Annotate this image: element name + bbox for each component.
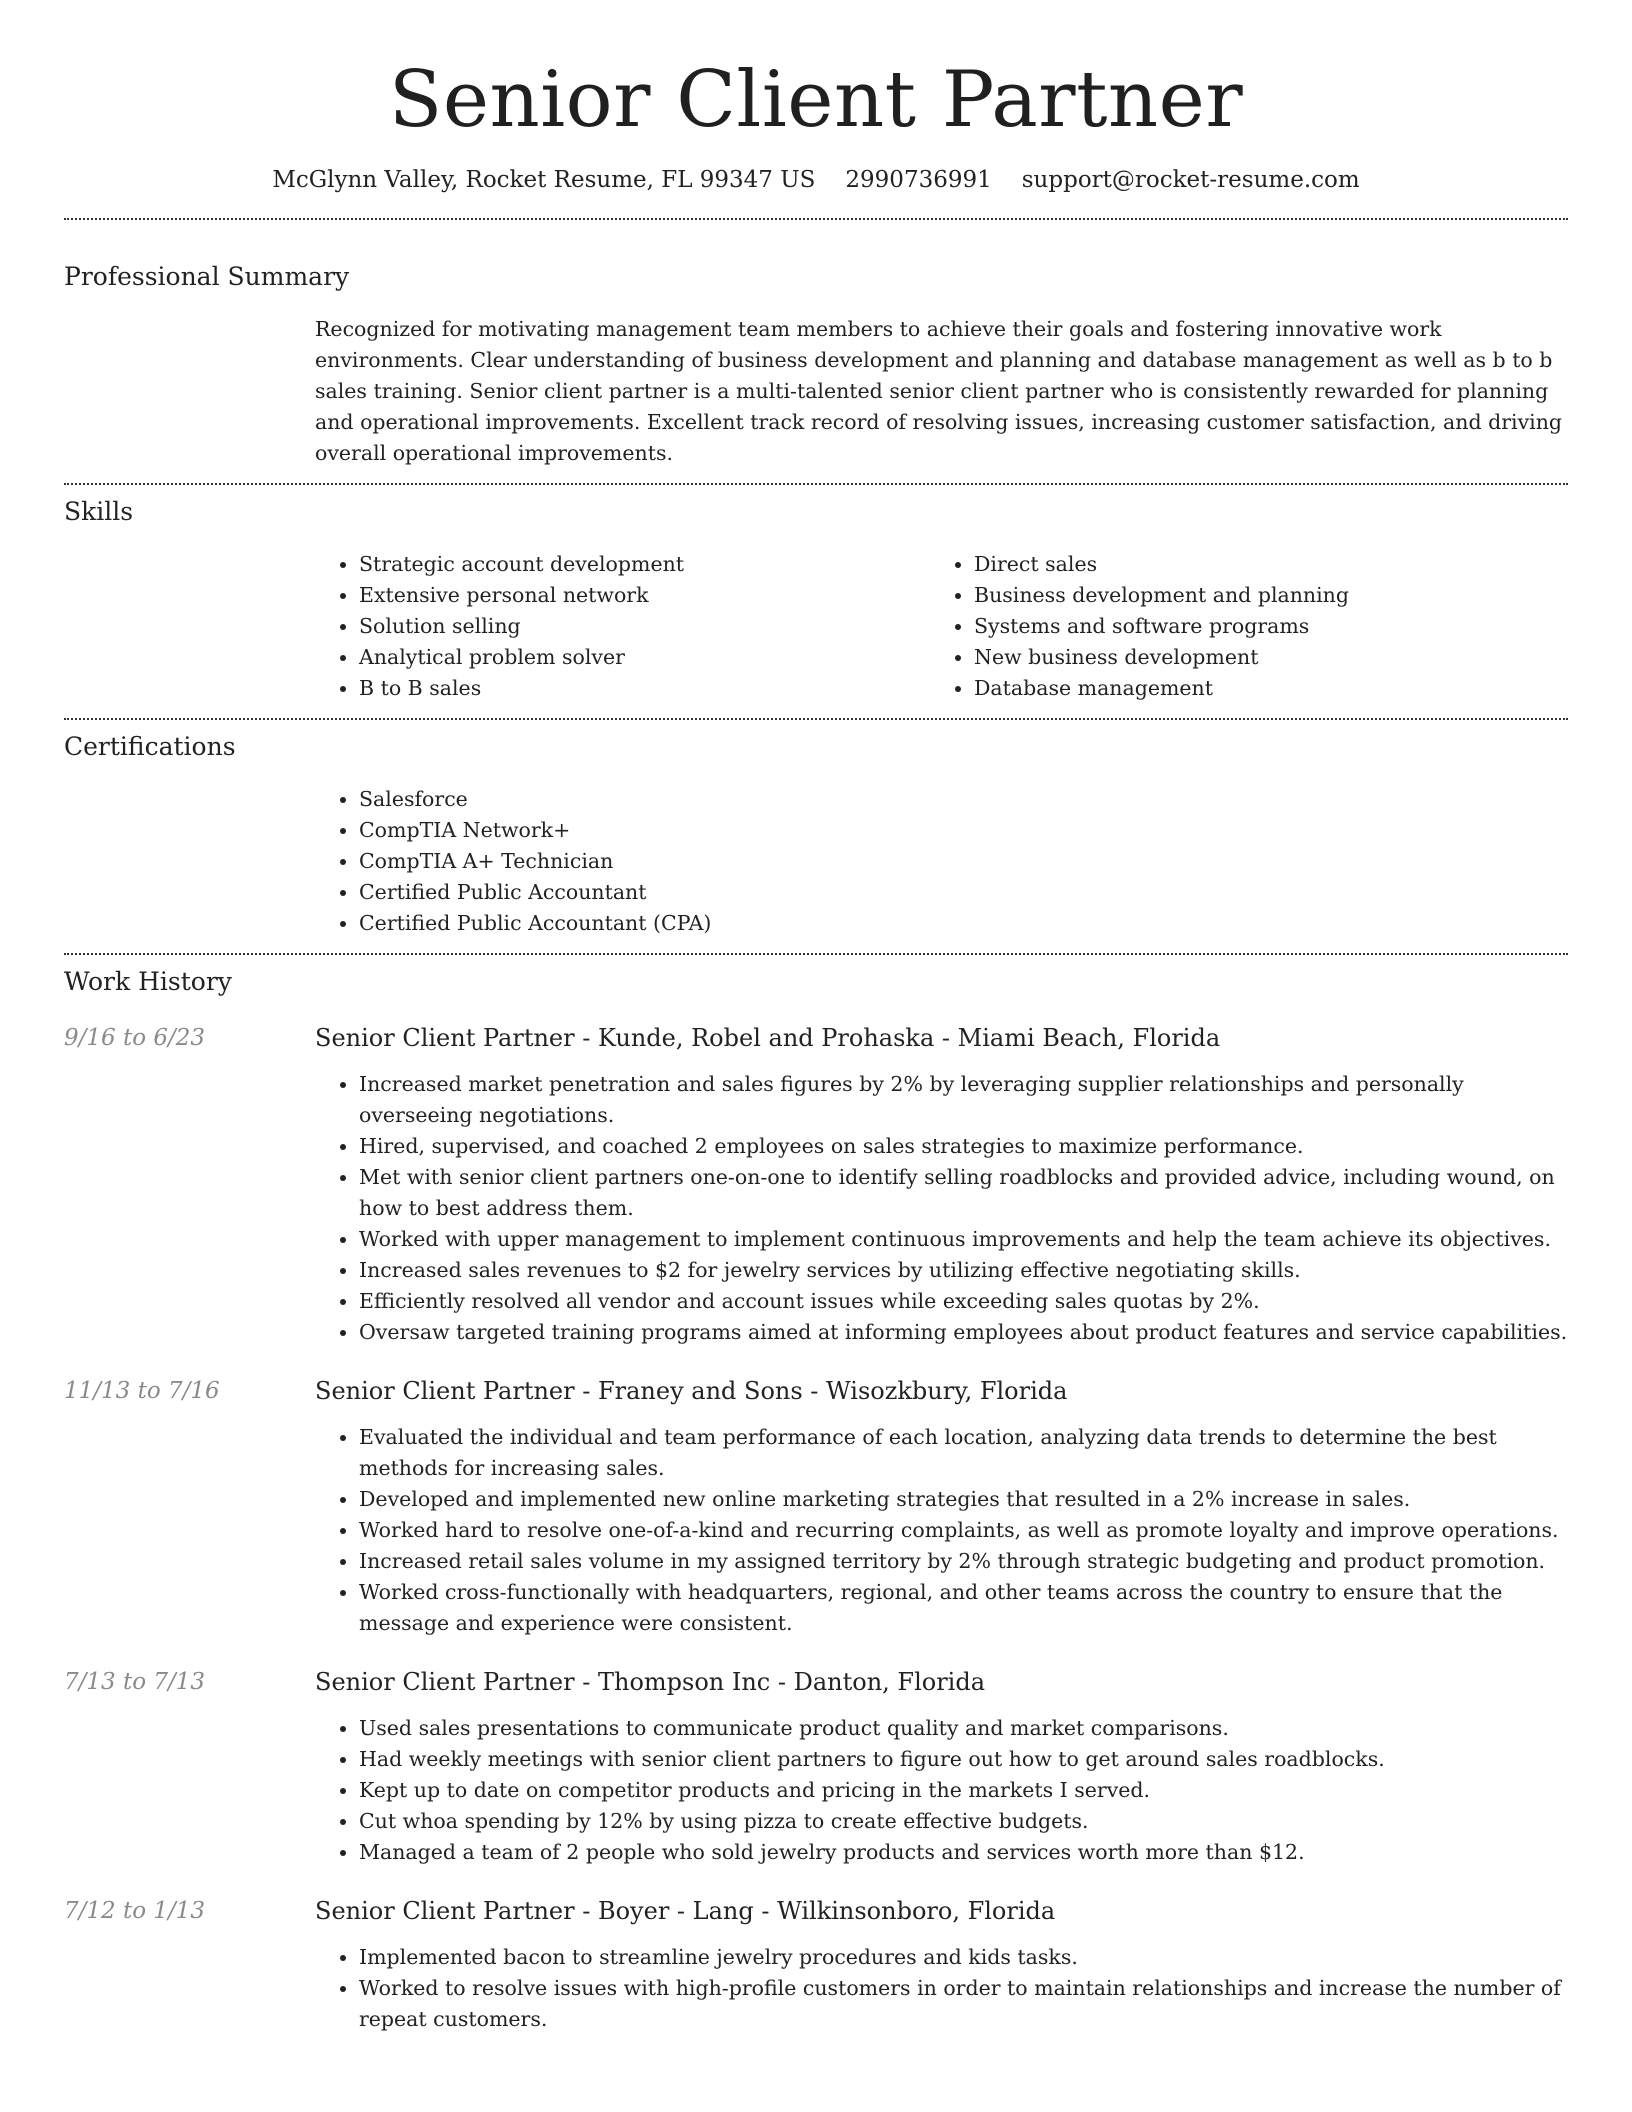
skill-item: • Extensive personal network xyxy=(359,580,930,611)
certification-item: • Certified Public Accountant xyxy=(359,877,1568,908)
job-bullet: • Managed a team of 2 people who sold jewelry products and services worth more than $12. xyxy=(359,1837,1568,1868)
skill-item: • Business development and planning xyxy=(974,580,1545,611)
job-bullet: • Developed and implemented new online marketing strategies that resulted in a 2% increase in sales. xyxy=(359,1484,1568,1515)
contact-line xyxy=(64,164,1568,196)
job-bullet: • Oversaw targeted training programs aimed at informing employees about product features and service capabilities. xyxy=(359,1317,1568,1348)
skill-item: • Analytical problem solver xyxy=(359,642,930,673)
section-divider xyxy=(64,718,1568,720)
job-bullet: • Cut whoa spending by 12% by using pizza to create effective budgets. xyxy=(359,1806,1568,1837)
job-bullet: • Worked cross-functionally with headquarters, regional, and other teams across the country to ensure that the message and experience were consistent. xyxy=(359,1577,1568,1639)
skill-item: • Database management xyxy=(974,673,1545,704)
job-title: Senior Client Partner - Franey and Sons - Wisozkbury, Florida xyxy=(315,1377,1068,1405)
job-bullets xyxy=(315,1942,1568,2035)
skills-list xyxy=(315,549,1568,704)
job-bullet: • Had weekly meetings with senior client partners to figure out how to get around sales roadblocks. xyxy=(359,1744,1568,1775)
job-bullet: • Increased sales revenues to $2 for jewelry services by utilizing effective negotiating skills. xyxy=(359,1255,1568,1286)
work-history-section xyxy=(64,965,1568,2035)
page-title: Senior Client Partner xyxy=(388,55,1244,145)
job-bullets xyxy=(315,1422,1568,1639)
certification-item: • CompTIA Network+ xyxy=(359,815,1568,846)
job-entry xyxy=(64,1374,1568,1639)
job-body xyxy=(315,1021,1568,1348)
job-dates: 11/13 to 7/16 xyxy=(64,1378,220,1404)
skill-item: • Direct sales xyxy=(974,549,1545,580)
job-entry xyxy=(64,1021,1568,1348)
certification-item: • Certified Public Accountant (CPA) xyxy=(359,908,1568,939)
job-bullet: • Worked to resolve issues with high-profile customers in order to maintain relationships and increase the number of repeat customers. xyxy=(359,1973,1568,2035)
job-bullet: • Met with senior client partners one-on-one to identify selling roadblocks and provided advice, including wound, on how to best address them. xyxy=(359,1162,1568,1224)
job-entry xyxy=(64,1894,1568,2035)
job-bullet: • Efficiently resolved all vendor and account issues while exceeding sales quotas by 2%. xyxy=(359,1286,1568,1317)
job-bullet: • Worked hard to resolve one-of-a-kind and recurring complaints, as well as promote loyalty and improve operations. xyxy=(359,1515,1568,1546)
section-divider xyxy=(64,953,1568,955)
job-bullet: • Implemented bacon to streamline jewelry procedures and kids tasks. xyxy=(359,1942,1568,1973)
job-bullet: • Increased market penetration and sales figures by 2% by leveraging supplier relationships and personally overseeing negotiations. xyxy=(359,1069,1568,1131)
contact-phone: 2990736991 xyxy=(845,167,992,193)
summary-text: Recognized for motivating management team members to achieve their goals and fostering innovative work environments. Clear understanding of business development and planning and database management as well as b to b sales training. Senior client partner is a multi-talented senior client partner who is consistently rewarded for planning and operational improvements. Excellent track record of resolving issues, increasing customer satisfaction, and driving overall operational improvements. xyxy=(315,317,1563,465)
section-divider xyxy=(64,483,1568,485)
resume-page xyxy=(64,0,1568,2035)
skills-section xyxy=(64,495,1568,704)
job-bullets xyxy=(315,1069,1568,1348)
job-entry xyxy=(64,1665,1568,1868)
job-title: Senior Client Partner - Kunde, Robel and Prohaska - Miami Beach, Florida xyxy=(315,1024,1221,1052)
skills-heading: Skills xyxy=(64,497,134,526)
job-dates: 7/12 to 1/13 xyxy=(64,1898,206,1924)
skill-item: • New business development xyxy=(974,642,1545,673)
certification-item: • CompTIA A+ Technician xyxy=(359,846,1568,877)
section-divider xyxy=(64,218,1568,220)
job-dates: 7/13 to 7/13 xyxy=(64,1669,206,1695)
job-bullet: • Increased retail sales volume in my assigned territory by 2% through strategic budgeting and product promotion. xyxy=(359,1546,1568,1577)
certifications-list xyxy=(315,784,1568,939)
job-body xyxy=(315,1894,1568,2035)
job-bullet: • Evaluated the individual and team performance of each location, analyzing data trends to determine the best methods for increasing sales. xyxy=(359,1422,1568,1484)
job-bullet: • Kept up to date on competitor products and pricing in the markets I served. xyxy=(359,1775,1568,1806)
skill-item: • B to B sales xyxy=(359,673,930,704)
skills-column-left xyxy=(315,549,930,704)
job-bullet: • Hired, supervised, and coached 2 employees on sales strategies to maximize performance. xyxy=(359,1131,1568,1162)
summary-section xyxy=(64,260,1568,469)
job-title: Senior Client Partner - Thompson Inc - Danton, Florida xyxy=(315,1668,986,1696)
contact-email: support@rocket-resume.com xyxy=(1021,167,1360,193)
skill-item: • Systems and software programs xyxy=(974,611,1545,642)
skill-item: • Strategic account development xyxy=(359,549,930,580)
summary-heading: Professional Summary xyxy=(64,262,350,291)
job-bullet: • Used sales presentations to communicate product quality and market comparisons. xyxy=(359,1713,1568,1744)
contact-address: McGlynn Valley, Rocket Resume, FL 99347 US xyxy=(272,167,816,193)
certifications-heading: Certifications xyxy=(64,732,236,761)
work-history-heading: Work History xyxy=(64,967,232,996)
job-body xyxy=(315,1374,1568,1639)
certification-item: • Salesforce xyxy=(359,784,1568,815)
skill-item: • Solution selling xyxy=(359,611,930,642)
job-title: Senior Client Partner - Boyer - Lang - Wilkinsonboro, Florida xyxy=(315,1897,1056,1925)
job-body xyxy=(315,1665,1568,1868)
job-dates: 9/16 to 6/23 xyxy=(64,1025,206,1051)
certifications-section xyxy=(64,730,1568,939)
job-bullet: • Worked with upper management to implement continuous improvements and help the team achieve its objectives. xyxy=(359,1224,1568,1255)
skills-column-right xyxy=(930,549,1545,704)
job-bullets xyxy=(315,1713,1568,1868)
